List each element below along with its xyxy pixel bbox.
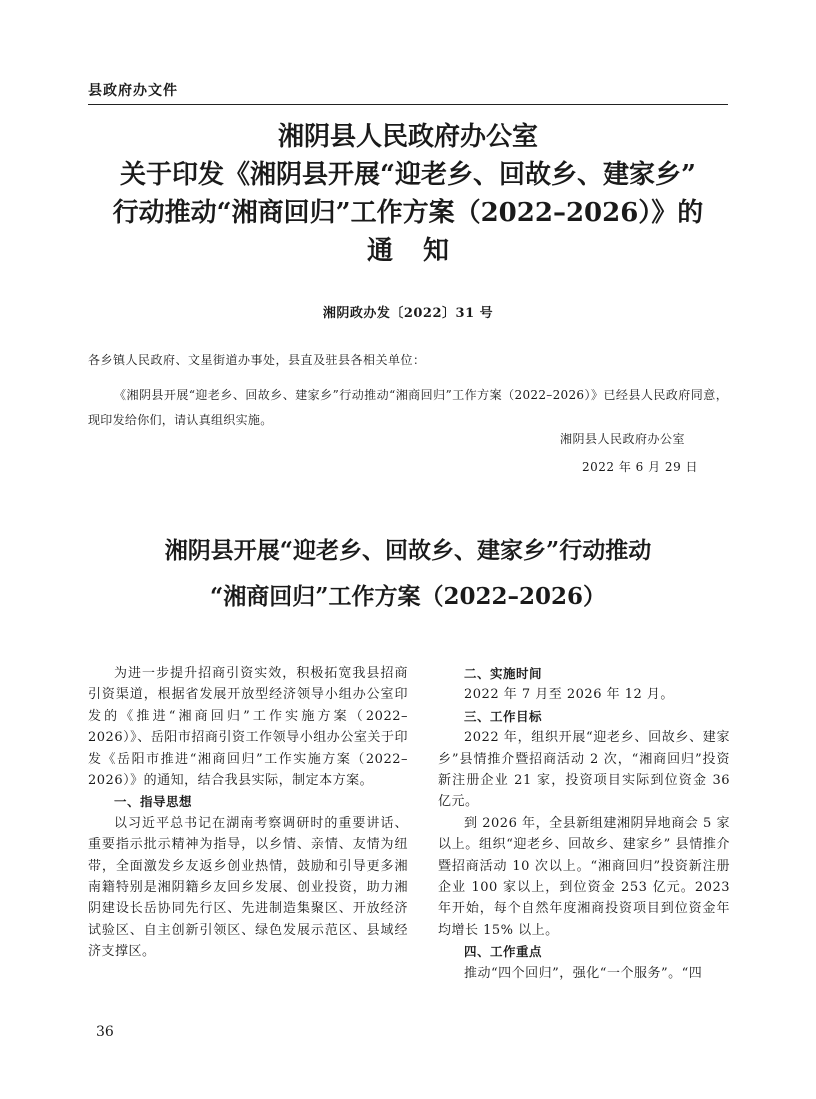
plan-title-line-2: “湘商回归”工作方案（2022–2026）: [210, 583, 606, 610]
document-number: 湘阴政办发〔2022〕31 号: [322, 306, 494, 321]
notice-title-line-3: 行动推动“湘商回归”工作方案（2022–2026）》的: [112, 198, 704, 228]
focus-paragraph: 推动“四个回归”，强化“一个服务”。“四: [464, 965, 703, 981]
page-number: 36: [96, 1024, 114, 1040]
goal-2022-paragraph: 2022 年，组织开展“迎老乡、回故乡、建家乡”县情推介暨招商活动 2 次，“湘商回归”投资新注册企业 21 家，投资项目实际到位资金 36 亿元。: [438, 730, 730, 810]
notice-title: [88, 118, 728, 270]
intro-paragraph: 为进一步提升招商引资实效，积极拓宽我县招商引资渠道，根据省发展开放型经济领导小组办公室印发的《推进“湘商回归”工作实施方案（2022–2026）》、岳阳市招商引资工作领导小组办公室关于印发《岳阳市推进“湘商回归”工作实施方案（2022–2026）》的通知，结合我县实际，制定本方案。: [88, 666, 408, 789]
left-column: [88, 663, 408, 963]
notice-body: 《湘阴县开展“迎老乡、回故乡、建家乡”行动推动“湘商回归”工作方案（2022–2026）》已经县人民政府同意，现印发给你们，请认真组织实施。: [88, 388, 728, 427]
header-divider: [88, 104, 728, 105]
addressee: 各乡镇人民政府、文星街道办事处，县直及驻县各相关单位：: [88, 353, 426, 367]
section-heading-time: 二、实施时间: [464, 666, 543, 681]
section-heading-focus: 四、工作重点: [464, 944, 543, 960]
section-heading-guiding: 一、指导思想: [114, 794, 193, 810]
plan-title-line-1: 湘阴县开展“迎老乡、回故乡、建家乡”行动推动: [164, 537, 652, 564]
notice-title-char-b: 知: [423, 236, 450, 266]
guiding-paragraph: 以习近平总书记在湖南考察调研时的重要讲话、重要指示批示精神为指导，以乡情、亲情、友情为纽带，全面激发乡友返乡创业热情，鼓励和引导更多湘南籍特别是湘阴籍乡友回乡发展、创业投资，助力湘阴建设长岳协同先行区、先进制造集聚区、开放经济试验区、自主创新引领区、绿色发展示范区、县域经济支撑区。: [88, 815, 408, 960]
signature-date: 2022 年 6 月 29 日: [582, 460, 699, 474]
notice-title-line-4: [88, 232, 728, 270]
section-heading-goals: 三、工作目标: [464, 708, 543, 724]
notice-title-char-a: 通: [366, 236, 393, 266]
notice-title-line-1: 湘阴县人民政府办公室: [277, 122, 538, 152]
signature-organization: 湘阴县人民政府办公室: [560, 432, 686, 446]
plan-title: [88, 528, 728, 620]
goal-2026-paragraph: 到 2026 年，全县新组建湘阴异地商会 5 家以上。组织“迎老乡、回故乡、建家乡” 县情推介暨招商活动 10 次以上。“湘商回归”投资新注册企业 100 家以上，到位资金 253 亿元。2023 年开始，每个自然年度湘商投资项目到位资金年均增长 15% 以上。: [438, 815, 730, 938]
time-paragraph: 2022 年 7 月至 2026 年 12 月。: [464, 687, 674, 703]
header-label: 县政府办文件: [88, 83, 178, 99]
right-column: [438, 663, 730, 984]
notice-title-line-2: 关于印发《湘阴县开展“迎老乡、回故乡、建家乡”: [120, 160, 696, 190]
